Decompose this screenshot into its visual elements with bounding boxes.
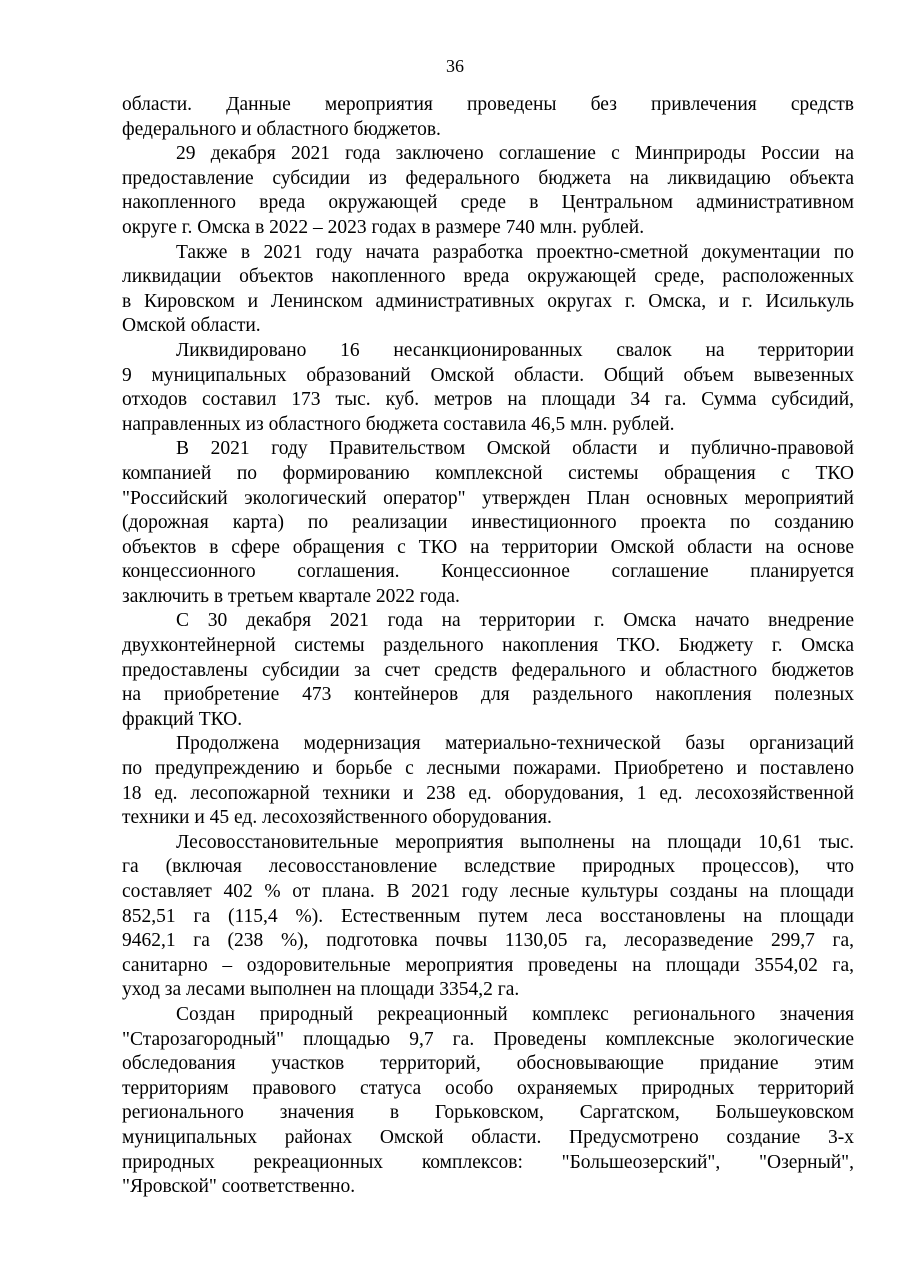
paragraph xyxy=(122,831,854,1003)
paragraph xyxy=(122,241,854,339)
text-line: двухконтейнерной системы раздельного накопления ТКО. Бюджету г. Омска xyxy=(122,635,854,657)
text-line: фракций ТКО. xyxy=(122,708,243,730)
text-line: концессионного соглашения. Концессионное соглашение планируется xyxy=(122,561,854,583)
text-line: компанией по формированию комплексной системы обращения с ТКО xyxy=(122,462,854,484)
text-line: Омской области. xyxy=(122,315,261,337)
text-line: заключить в третьем квартале 2022 года. xyxy=(122,585,460,607)
page-number: 36 xyxy=(446,56,464,76)
text-line: техники и 45 ед. лесохозяйственного оборудования. xyxy=(122,807,552,829)
paragraph xyxy=(122,339,854,437)
paragraph xyxy=(122,609,854,732)
text-line: 9 муниципальных образований Омской области. Общий объем вывезенных xyxy=(122,364,854,386)
text-line: "Российский экологический оператор" утвержден План основных мероприятий xyxy=(122,487,854,509)
text-line: 18 ед. лесопожарной техники и 238 ед. оборудования, 1 ед. лесохозяйственной xyxy=(122,782,854,804)
text-line: регионального значения в Горьковском, Саргатском, Большеуковском xyxy=(122,1102,854,1124)
text-line: области. Данные мероприятия проведены без привлечения средств xyxy=(122,94,854,115)
text-line: Продолжена модернизация материально-технической базы организаций xyxy=(176,733,854,755)
text-line: территориям правового статуса особо охраняемых природных территорий xyxy=(122,1077,854,1099)
paragraph xyxy=(122,93,854,142)
text-line: 9462,1 га (238 %), подготовка почвы 1130,05 га, лесоразведение 299,7 га, xyxy=(122,930,854,952)
text-line: предоставление субсидии из федерального бюджета на ликвидацию объекта xyxy=(122,167,854,189)
text-line: муниципальных районах Омской области. Предусмотрено создание 3-х xyxy=(122,1126,854,1148)
text-line: Ликвидировано 16 несанкционированных свалок на территории xyxy=(176,339,854,361)
text-line: "Яровской" соответственно. xyxy=(122,1176,356,1198)
text-line: Создан природный рекреационный комплекс регионального значения xyxy=(176,1003,854,1025)
text-line: санитарно – оздоровительные мероприятия проведены на площади 3554,02 га, xyxy=(122,954,854,976)
text-line: В 2021 году Правительством Омской области и публично-правовой xyxy=(176,438,854,460)
text-line: объектов в сфере обращения с ТКО на территории Омской области на основе xyxy=(122,536,854,558)
text-line: С 30 декабря 2021 года на территории г. Омска начато внедрение xyxy=(176,610,854,632)
text-line: федерального и областного бюджетов. xyxy=(122,118,441,140)
text-line: обследования участков территорий, обосновывающие придание этим xyxy=(122,1053,854,1075)
text-line: составляет 402 % от плана. В 2021 году лесные культуры созданы на площади xyxy=(122,881,854,902)
text-line: Лесовосстановительные мероприятия выполнены на площади 10,61 тыс. xyxy=(176,831,854,853)
text-line: га (включая лесовосстановление вследствие природных процессов), что xyxy=(122,856,854,878)
document-body xyxy=(122,93,854,1200)
text-line: округе г. Омска в 2022 – 2023 годах в размере 740 млн. рублей. xyxy=(122,216,645,238)
text-line: накопленного вреда окружающей среде в Центральном административном xyxy=(122,192,854,214)
paragraph xyxy=(122,1003,854,1200)
text-line: ликвидации объектов накопленного вреда окружающей среде, расположенных xyxy=(122,266,854,288)
text-line: 29 декабря 2021 года заключено соглашение с Минприроды России на xyxy=(176,143,854,165)
paragraph xyxy=(122,142,854,240)
text-line: отходов составил 173 тыс. куб. метров на площади 34 га. Сумма субсидий, xyxy=(122,389,854,411)
text-line: (дорожная карта) по реализации инвестиционного проекта по созданию xyxy=(122,512,854,534)
text-line: по предупреждению и борьбе с лесными пожарами. Приобретено и поставлено xyxy=(122,758,854,780)
text-line: в Кировском и Ленинском административных округах г. Омска, и г. Исилькуль xyxy=(122,290,854,312)
text-line: "Старозагородный" площадью 9,7 га. Проведены комплексные экологические xyxy=(122,1028,854,1050)
text-line: на приобретение 473 контейнеров для раздельного накопления полезных xyxy=(122,684,854,706)
text-line: предоставлены субсидии за счет средств федерального и областного бюджетов xyxy=(122,659,854,681)
text-line: направленных из областного бюджета составила 46,5 млн. рублей. xyxy=(122,413,675,435)
text-line: 852,51 га (115,4 %). Естественным путем леса восстановлены на площади xyxy=(122,905,854,927)
text-line: Также в 2021 году начата разработка проектно-сметной документации по xyxy=(176,241,854,263)
paragraph xyxy=(122,437,854,609)
text-line: природных рекреационных комплексов: "Большеозерский", "Озерный", xyxy=(122,1151,854,1173)
paragraph xyxy=(122,732,854,830)
text-line: уход за лесами выполнен на площади 3354,2 га. xyxy=(122,979,520,1001)
